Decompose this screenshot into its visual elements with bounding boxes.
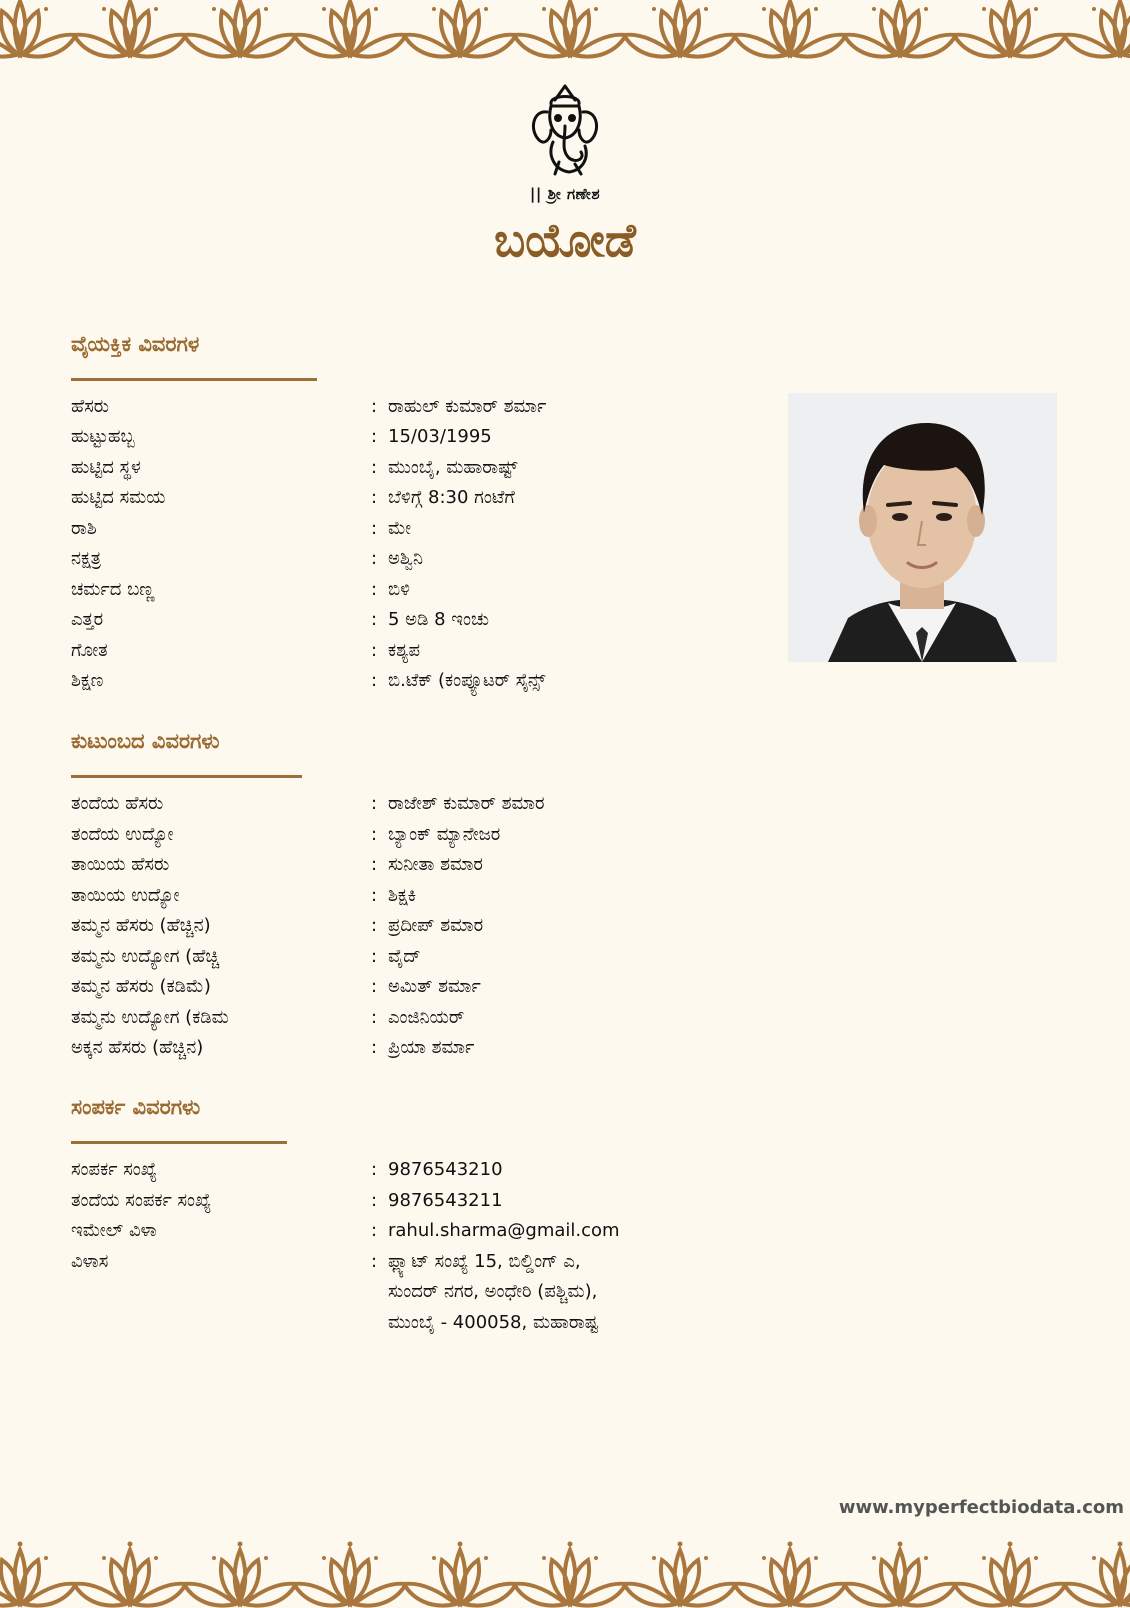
detail-label: ತಂದೆಯ ಉದ್ಯೋ <box>71 824 174 845</box>
detail-value: ಸುನೀತಾ ಶಮಾರ <box>388 854 483 875</box>
detail-label: ಇಮೇಲ್ ವಿಳಾ <box>71 1220 157 1241</box>
section-divider-contact <box>71 1141 287 1144</box>
detail-label: ತಾಯಿಯ ಉದ್ಯೋ <box>71 885 180 906</box>
invocation-text: || ಶ್ರೀ ಗಣೇಶ <box>529 185 601 203</box>
detail-label: ವಿಳಾಸ <box>71 1251 109 1272</box>
detail-label: ತಮ್ಮನು ಉದ್ಯೋಗ (ಕಡಿಮ <box>71 1007 229 1028</box>
detail-value: ಬಿಳಿ <box>388 579 410 600</box>
detail-value: ಪ್ರಿಯಾ ಶರ್ಮಾ <box>388 1037 475 1058</box>
detail-label: ತಾಯಿಯ ಹೆಸರು <box>71 854 170 875</box>
ganesh-icon <box>525 82 605 177</box>
detail-label: ಚರ್ಮದ ಬಣ್ಣ <box>71 579 155 600</box>
detail-value: ರಾಹುಲ್ ಕುಮಾರ್ ಶರ್ಮಾ <box>388 396 547 417</box>
detail-label: ಹೆಸರು <box>71 396 109 417</box>
detail-value: ಶಿಕ್ಷಕಿ <box>388 885 417 906</box>
father-contact-number: 9876543211 <box>388 1190 503 1211</box>
detail-label: ತಮ್ಮನ ಹೆಸರು (ಹೆಚ್ಚಿನ) <box>71 915 211 936</box>
document-header <box>0 82 1130 266</box>
detail-value: 15/03/1995 <box>388 426 492 447</box>
contact-number: 9876543210 <box>388 1159 503 1180</box>
detail-label: ಶಿಕ್ಷಣ <box>71 670 104 691</box>
detail-label: ತಂದೆಯ ಹೆಸರು <box>71 793 164 814</box>
detail-label: ಹುಟ್ಟಿದ ಸ್ಥಳ <box>71 457 141 478</box>
detail-value: ಕಶ್ಯಪ <box>388 640 420 661</box>
detail-label: ನಕ್ಷತ್ರ <box>71 548 102 569</box>
detail-label: ತಂದೆಯ ಸಂಪರ್ಕ ಸಂಖ್ಯೆ <box>71 1190 212 1211</box>
detail-label: ಎತ್ತರ <box>71 609 104 630</box>
detail-label: ಸಂಪರ್ಕ ಸಂಖ್ಯೆ <box>71 1159 158 1180</box>
detail-value: ಬಿ.ಟೆಕ್ (ಕಂಪ್ಯೂಟರ್ ಸೈನ್ಸ್ <box>388 670 546 691</box>
detail-label: ಅಕ್ಕನ ಹೆಸರು (ಹೆಚ್ಚಿನ) <box>71 1037 204 1058</box>
detail-label: ಹುಟ್ಟಿದ ಸಮಯ <box>71 487 166 508</box>
detail-value: ಎಂಜಿನಿಯರ್ <box>388 1007 465 1028</box>
address-line-1: ಫ್ಲ್ಯಾಟ್ ಸಂಖ್ಯೆ 15, ಬಿಲ್ಡಿಂಗ್ ಎ, <box>388 1251 581 1272</box>
address-line-2: ಸುಂದರ್ ನಗರ, ಅಂಧೇರಿ (ಪಶ್ಚಿಮ), <box>388 1281 598 1302</box>
detail-value: ಮುಂಬೈ, ಮಹಾರಾಷ್ಟ್ <box>388 457 518 478</box>
section-title-personal: ವೈಯಕ್ತಿಕ ವಿವರಗಳ <box>71 332 200 356</box>
section-divider-personal <box>71 378 317 381</box>
page-title: ಬಯೋಡೆ <box>494 213 636 267</box>
floral-border-top <box>0 0 1130 70</box>
detail-label: ರಾಶಿ <box>71 518 97 539</box>
section-title-contact: ಸಂಪರ್ಕ ವಿವರಗಳು <box>71 1095 201 1119</box>
detail-label: ತಮ್ಮನು ಉದ್ಯೋಗ (ಹೆಚ್ಚಿ <box>71 946 220 967</box>
email-address: rahul.sharma@gmail.com <box>388 1220 620 1241</box>
detail-value: ಅಮಿತ್ ಶರ್ಮಾ <box>388 976 481 997</box>
detail-value: ಅಶ್ವಿನಿ <box>388 548 423 569</box>
detail-value: ಪ್ರದೀಪ್ ಶಮಾರ <box>388 915 484 936</box>
detail-value: 5 ಅಡಿ 8 ಇಂಚು <box>388 609 489 630</box>
section-title-family: ಕುಟುಂಬದ ವಿವರಗಳು <box>71 729 220 753</box>
profile-photo <box>788 393 1057 662</box>
detail-value: ರಾಜೇಶ್ ಕುಮಾರ್ ಶಮಾರ <box>388 793 545 814</box>
detail-value: ಮೇ <box>388 518 412 539</box>
detail-label: ಗೋತ <box>71 640 108 661</box>
detail-label: ಹುಟ್ಟುಹಬ್ಬ <box>71 426 135 447</box>
detail-value: ಬ್ಯಾಂಕ್ ಮ್ಯಾನೇಜರ <box>388 824 501 845</box>
floral-border-bottom <box>0 1538 1130 1608</box>
section-divider-family <box>71 775 302 778</box>
detail-value: ಬೆಳಿಗ್ಗೆ 8:30 ಗಂಟೆಗೆ <box>388 487 515 508</box>
website-watermark: www.myperfectbiodata.com <box>838 1497 1124 1518</box>
detail-value: ವೈದ್ <box>388 946 421 967</box>
detail-label: ತಮ್ಮನ ಹೆಸರು (ಕಡಿಮೆ) <box>71 976 211 997</box>
address-line-3: ಮುಂಬೈ - 400058, ಮಹಾರಾಷ್ಟ <box>388 1312 599 1333</box>
